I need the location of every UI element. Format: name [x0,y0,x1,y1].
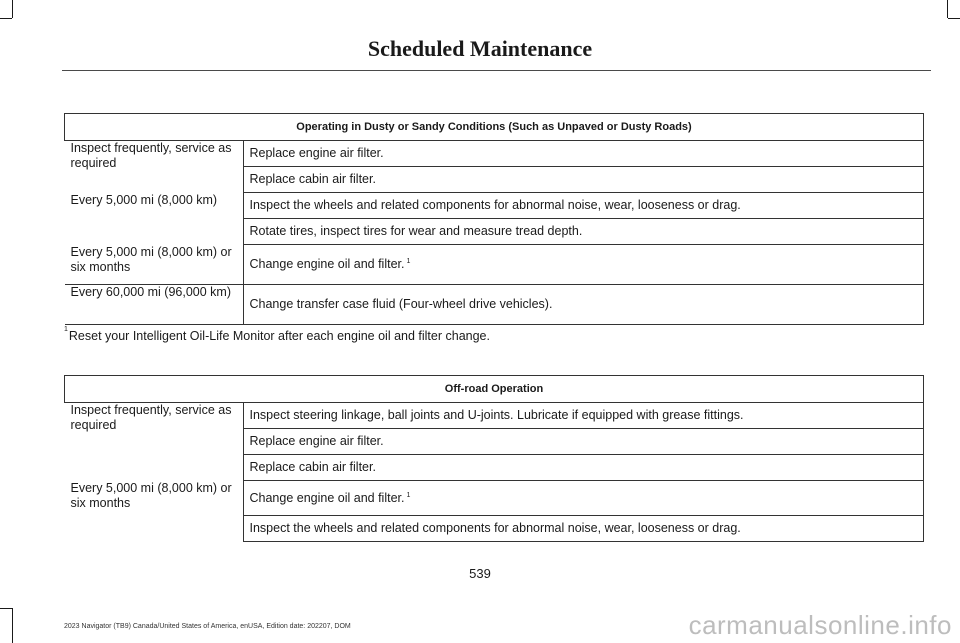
task-cell [243,167,924,193]
interval-text: Every 60,000 mi (96,000 km) [70,285,231,299]
task-cell [243,219,924,245]
crop-mark-top-left-h [0,18,12,19]
interval-text: Every 5,000 mi (8,000 km) or six months [70,480,232,510]
task-text: Rotate tires, inspect tires for wear and measure tread depth. [249,224,583,238]
task-cell [243,429,924,455]
page-number: 539 [469,566,491,581]
interval-cell [65,193,244,245]
footnote [64,326,490,343]
page-title: Scheduled Maintenance [367,36,593,61]
interval-text: Every 5,000 mi (8,000 km) or six months [70,244,232,274]
footnote-text: Reset your Intelligent Oil-Life Monitor after each engine oil and filter change. [68,329,490,343]
task-text: Replace cabin air filter. [249,172,376,186]
interval-cell [65,245,244,285]
task-text: Inspect steering linkage, ball joints and U-joints. Lubricate if equipped with grease fittings. [249,408,744,422]
task-text: Change engine oil and filter. [249,490,405,505]
interval-cell [65,403,244,481]
footnote-marker: 1 [64,326,68,333]
crop-mark-top-right-v [947,0,948,18]
interval-cell [65,285,244,325]
crop-mark-top-left-v [12,0,13,18]
off-road-table [64,375,924,542]
crop-mark-top-right-h [948,18,960,19]
watermark: carmanualsonline.info [688,610,952,640]
title-divider [62,70,931,71]
task-text: Replace engine air filter. [249,434,384,448]
task-cell [243,516,924,542]
interval-cell [65,141,244,193]
task-cell [243,285,924,325]
interval-text: Inspect frequently, service as required [70,141,232,170]
table-header: Operating in Dusty or Sandy Conditions (Such as Unpaved or Dusty Roads) [65,114,924,141]
task-text: Inspect the wheels and related components for abnormal noise, wear, looseness or drag. [249,521,741,535]
task-cell [243,193,924,219]
task-cell [243,141,924,167]
task-text: Change engine oil and filter. [249,257,405,271]
footnote-ref: 1 [406,491,411,499]
task-text: Inspect the wheels and related components for abnormal noise, wear, looseness or drag. [249,198,741,212]
interval-cell [65,481,244,542]
edition-footer: 2023 Navigator (TB9) Canada/United States of America, enUSA, Edition date: 202207, DOM [64,623,351,630]
task-text: Replace cabin air filter. [249,460,376,474]
dusty-conditions-table [64,113,924,325]
crop-mark-bottom-left-h [0,608,12,609]
crop-mark-bottom-left-v [12,608,13,643]
task-text: Change transfer case fluid (Four-wheel drive vehicles). [249,297,553,311]
table-header: Off-road Operation [65,376,924,403]
task-cell [243,455,924,481]
task-cell [243,403,924,429]
task-text: Replace engine air filter. [249,146,384,160]
interval-text: Every 5,000 mi (8,000 km) [70,192,218,207]
interval-text: Inspect frequently, service as required [70,403,232,432]
task-cell [243,481,924,516]
footnote-ref: 1 [406,258,411,265]
task-cell [243,245,924,285]
